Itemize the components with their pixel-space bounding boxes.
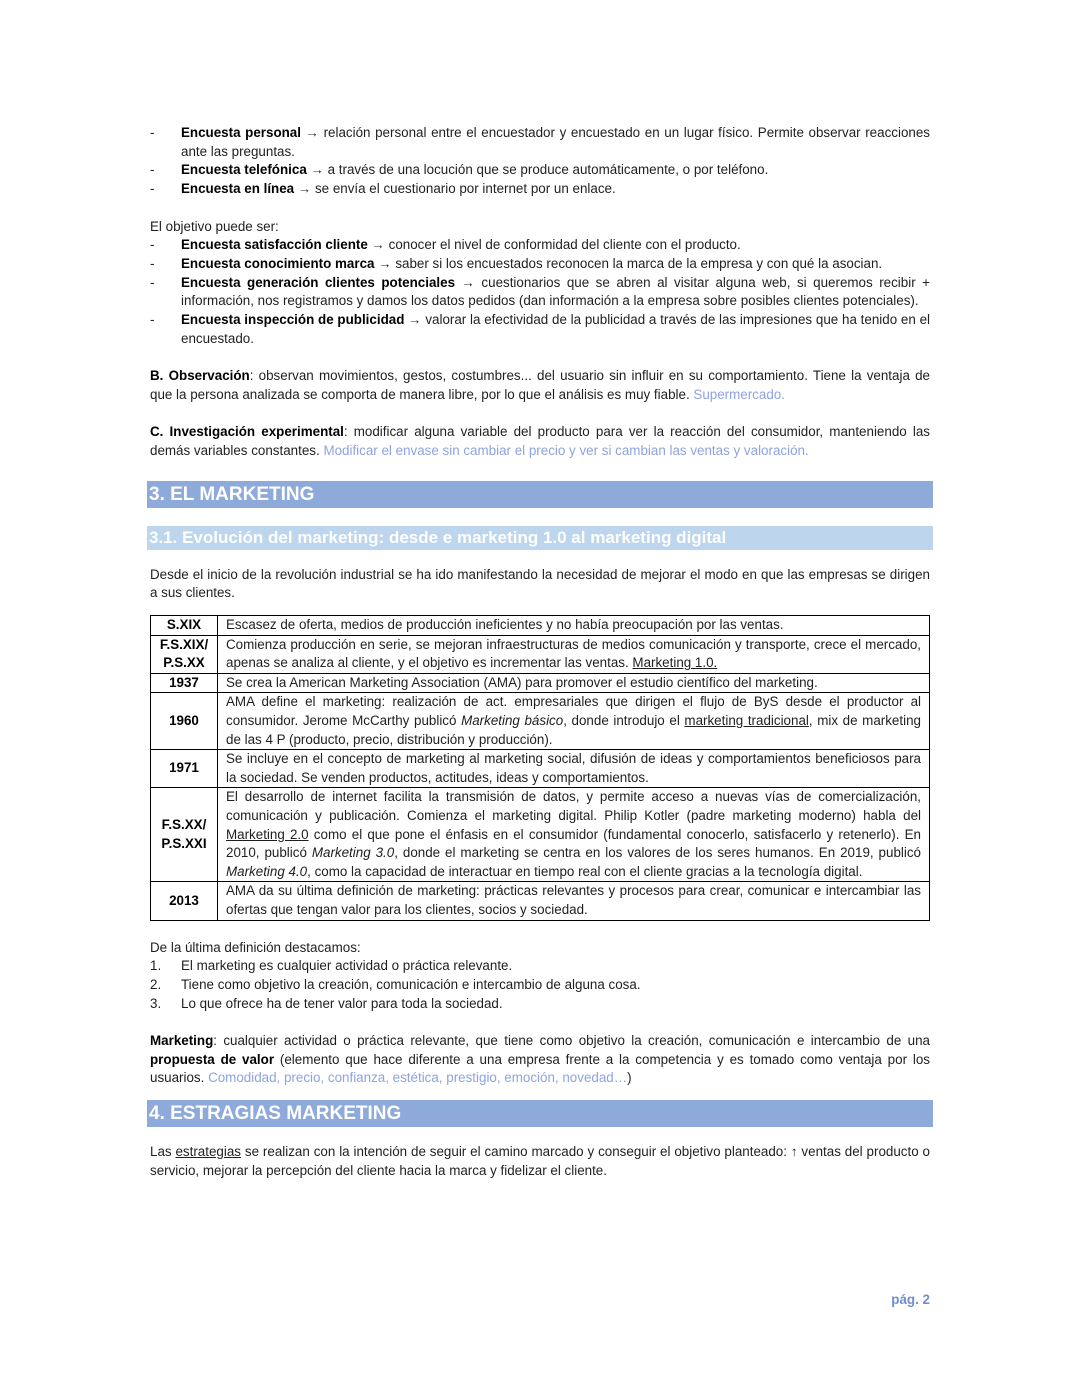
term: Encuesta satisfacción cliente <box>181 237 368 253</box>
cell-text: como el que pone el énfasis en el consumidor (fundamental conocerlo, satisfacerlo y retenerlo). En 2010, publicó <box>226 826 921 861</box>
table-row <box>151 750 930 788</box>
page-number: pág. 2 <box>891 1292 930 1307</box>
description-cell: Se incluye en el concepto de marketing al marketing social, difusión de ideas y comportamientos beneficiosos para la sociedad. Se venden productos, actitudes, ideas y comportamientos. <box>218 750 930 788</box>
term: Encuesta en línea <box>181 181 295 197</box>
experimental-paragraph <box>150 423 930 460</box>
cell-text: , donde introdujo el <box>563 712 685 728</box>
list-item: - Encuesta en línea → se envía el cuestionario por internet por un enlace. <box>150 181 616 197</box>
objectives-list <box>150 236 930 348</box>
description: ) <box>627 1070 632 1086</box>
description-cell: AMA da su última definición de marketing: prácticas relevantes y procesos para crear, comunicar e intercambiar las ofertas que tengan valor para los clientes, socios y sociedad. <box>218 882 930 920</box>
underlined-term: estrategias <box>175 1144 241 1160</box>
cell-text: AMA define el marketing: realización de act. empresariales que dirigen el flujo de ByS desde el productor al consumidor. Jerome McCarthy publicó <box>226 694 921 728</box>
timeline-table <box>150 615 930 921</box>
year-cell: S.XIX <box>151 616 218 636</box>
description: Tiene como objetivo la creación, comunicación e intercambio de alguna cosa. <box>181 976 641 992</box>
cell-text: , donde el marketing se centra en los valores de los seres humanos. En 2019, publicó <box>394 845 921 861</box>
table-row <box>151 673 930 693</box>
example-text: Supermercado. <box>693 386 785 402</box>
description: → saber si los encuestados reconocen la marca de la empresa y con qué la asocian. <box>374 255 883 271</box>
description: → relación personal entre el encuestador y encuestado en un lugar físico. Permite observar reacciones ante las preguntas. <box>181 125 930 159</box>
term: Encuesta personal <box>181 125 301 140</box>
year-cell: F.S.XX/ P.S.XXI <box>151 788 218 882</box>
description: : cualquier actividad o práctica relevante, que tiene como objetivo la creación, comunicación e intercambio de una <box>213 1033 930 1049</box>
list-item: - Encuesta conocimiento marca → saber si los encuestados reconocen la marca de la empresa y con qué la asocian. <box>150 255 883 271</box>
list-item <box>150 995 930 1014</box>
table-row <box>151 616 930 636</box>
underlined-term: Marketing 1.0. <box>632 655 718 671</box>
survey-types-list <box>150 124 930 199</box>
section-heading: 3. EL MARKETING <box>147 481 933 508</box>
term: Encuesta conocimiento marca <box>181 255 375 271</box>
page-content <box>150 124 930 1181</box>
highlights-intro: De la última definición destacamos: <box>150 939 361 955</box>
table-row <box>151 693 930 750</box>
example-text: Comodidad, precio, confianza, estética, prestigio, emoción, novedad… <box>208 1070 628 1086</box>
term: Encuesta generación clientes potenciales <box>181 274 456 290</box>
cell-text: Comienza producción en serie, se mejoran infraestructuras de medios comunicación y transporte, crece el mercado, apenas se analiza al cliente, y el objetivo es incrementar las ventas. <box>226 636 921 671</box>
table-row <box>151 635 930 673</box>
objective-intro: El objetivo puede ser: <box>150 218 279 234</box>
term: C. Investigación experimental <box>150 424 344 440</box>
list-item: - Encuesta inspección de publicidad → valorar la efectividad de la publicidad a través de las impresiones que ha tenido en el encuestado. <box>150 312 931 346</box>
section-heading: 4. ESTRAGIAS MARKETING <box>147 1100 933 1127</box>
description: → conocer el nivel de conformidad del cliente con el producto. <box>367 237 741 253</box>
term: Encuesta telefónica <box>181 162 307 178</box>
description: : observan movimientos, gestos, costumbres... del usuario sin influir en su comportamiento. Tiene la ventaja de que la persona analizada se comporta de manera libre, por lo que el análisis es muy fiable. <box>150 368 931 402</box>
term: propuesta de valor <box>150 1051 275 1067</box>
book-title: Marketing básico <box>461 712 564 728</box>
list-number: 1. <box>150 958 162 974</box>
description: se realizan con la intención de seguir el camino marcado y conseguir el objetivo planteado: ↑ ventas del producto o servicio, mejorar la percepción del cliente hacia la marca y fidelizar el cliente. <box>150 1144 930 1178</box>
description: → a través de una locución que se produce automáticamente, o por teléfono. <box>306 162 769 178</box>
book-title: Marketing 4.0 <box>226 863 308 879</box>
underlined-term: Marketing 2.0 <box>226 826 309 842</box>
description: Las <box>150 1144 176 1160</box>
list-item: - Encuesta telefónica → a través de una locución que se produce automáticamente, o por teléfono. <box>150 162 769 178</box>
description-cell: Escasez de oferta, medios de producción ineficientes y no había preocupación por las ventas. <box>218 616 930 636</box>
description: (elemento que hace diferente a una empresa frente a la competencia y es tomado como ventaja por los usuarios. <box>150 1051 930 1086</box>
description-cell <box>218 788 930 882</box>
observacion-paragraph <box>150 367 930 404</box>
year-cell: 1960 <box>151 693 218 750</box>
subsection-heading: 3.1. Evolución del marketing: desde e marketing 1.0 al marketing digital <box>147 526 933 550</box>
term: Encuesta inspección de publicidad <box>181 312 405 328</box>
description-cell: Se crea la American Marketing Association (AMA) para promover el estudio científico del marketing. <box>218 673 930 693</box>
marketing-definition <box>150 1032 930 1088</box>
list-item: - Encuesta generación clientes potenciales → cuestionarios que se abren al visitar alguna web, si queremos recibir + información, nos registramos y damos los datos pedidos (dan información a la empresa sobre posibles clientes potenciales). <box>150 274 930 309</box>
list-item: - Encuesta personal → relación personal entre el encuestador y encuestado en un lugar físico. Permite observar reacciones ante las preguntas. <box>150 125 930 159</box>
description: → valorar la efectividad de la publicidad a través de las impresiones que ha tenido en el encuestado. <box>181 312 931 346</box>
highlights-list <box>150 957 930 1013</box>
description-cell <box>218 693 930 750</box>
underlined-term: marketing tradicional <box>684 712 809 728</box>
year-cell: 2013 <box>151 882 218 920</box>
description: → se envía el cuestionario por internet por un enlace. <box>294 181 616 197</box>
cell-text: , como la capacidad de interactuar en tiempo real con el cliente gracias a la tecnología digital. <box>307 863 863 879</box>
description-cell <box>218 635 930 673</box>
list-item: - Encuesta satisfacción cliente → conocer el nivel de conformidad del cliente con el producto. <box>150 237 741 253</box>
cell-text: , mix de marketing de las 4 P (producto, precio, distribución y producción). <box>226 712 921 747</box>
list-item <box>150 957 930 976</box>
description: → cuestionarios que se abren al visitar alguna web, si queremos recibir + información, nos registramos y damos los datos pedidos (dan información a la empresa sobre posibles clientes potenciales). <box>181 274 930 309</box>
intro-paragraph: Desde el inicio de la revolución industrial se ha ido manifestando la necesidad de mejorar el modo en que las empresas se dirigen a sus clientes. <box>150 566 930 601</box>
list-item <box>150 976 930 995</box>
list-number: 3. <box>150 995 162 1011</box>
term: B. Observación <box>150 368 250 384</box>
example-text: Modificar el envase sin cambiar el precio y ver si cambian las ventas y valoración. <box>323 442 809 458</box>
year-cell: 1971 <box>151 750 218 788</box>
cell-text: El desarrollo de internet facilita la transmisión de datos, y permite acceso a nuevas vías de comercialización, comunicación y publicación. Comienza el marketing digital. Philip Kotler (padre marketing moderno) habla del <box>226 789 921 823</box>
term: Marketing <box>150 1033 214 1049</box>
year-cell: F.S.XIX/ P.S.XX <box>151 635 218 673</box>
strategies-paragraph <box>150 1143 930 1180</box>
year-cell: 1937 <box>151 673 218 693</box>
list-number: 2. <box>150 976 162 992</box>
table-row <box>151 788 930 882</box>
table-row <box>151 882 930 920</box>
description: : modificar alguna variable del producto para ver la reacción del consumidor, manteniendo las demás variables constantes. <box>150 424 930 458</box>
description: Lo que ofrece ha de tener valor para toda la sociedad. <box>181 995 503 1011</box>
book-title: Marketing 3.0 <box>311 845 395 861</box>
description: El marketing es cualquier actividad o práctica relevante. <box>181 958 513 974</box>
